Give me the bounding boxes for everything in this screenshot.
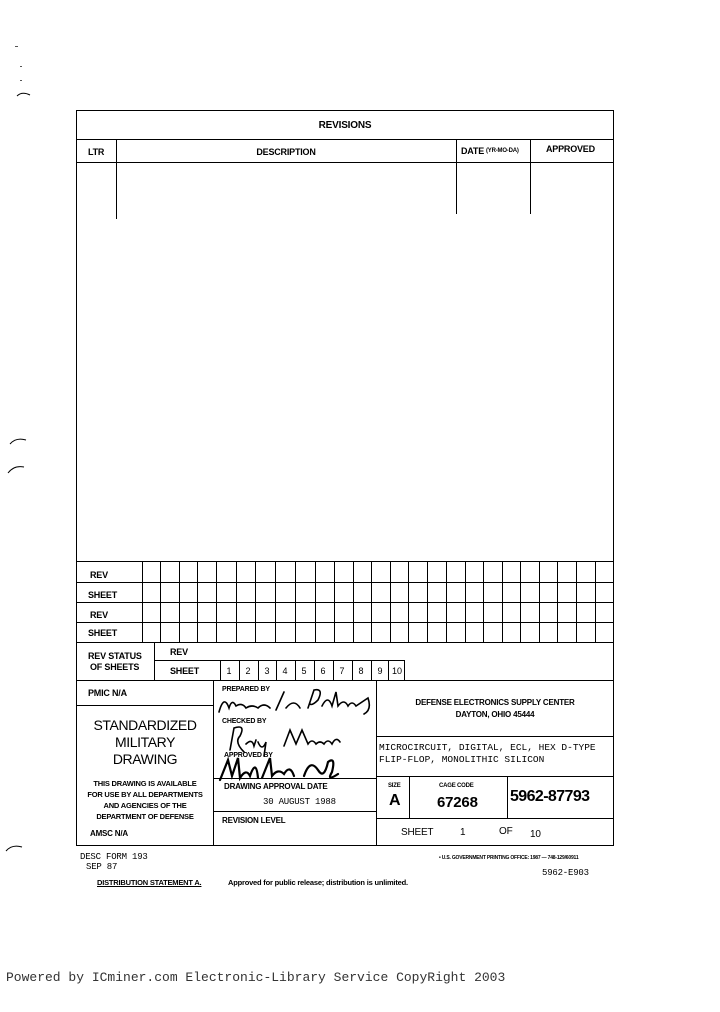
margin-mark xyxy=(15,46,18,47)
grid-column-rule xyxy=(595,562,596,642)
sheet-total: 10 xyxy=(530,829,541,840)
sheet-number-cell: 7 xyxy=(339,666,345,676)
grid-column-rule xyxy=(295,562,296,642)
margin-mark xyxy=(20,66,22,67)
rev-status-label: REV STATUS xyxy=(88,651,142,661)
rule xyxy=(76,162,614,163)
agency-name: DEFENSE ELECTRONICS SUPPLY CENTER xyxy=(415,698,575,707)
sheet-number-cell: 2 xyxy=(245,666,251,676)
rule xyxy=(530,139,531,214)
approved-by-label: APPROVED BY xyxy=(224,752,273,759)
rule xyxy=(376,736,614,737)
sheet-label: SHEET xyxy=(88,628,118,638)
rule xyxy=(76,582,614,583)
date-header: DATE xyxy=(461,146,485,156)
powered-by-banner: Powered by ICminer.com Electronic-Library Service CopyRight 2003 xyxy=(6,970,506,985)
grid-column-rule xyxy=(427,562,428,642)
distribution-statement-label: DISTRIBUTION STATEMENT A. xyxy=(97,878,202,887)
cage-code: 67268 xyxy=(437,794,478,811)
rule xyxy=(456,139,457,214)
description-line-1: MICROCIRCUIT, DIGITAL, ECL, HEX D-TYPE xyxy=(379,742,596,753)
rule xyxy=(76,642,614,643)
sheet-number-cell: 4 xyxy=(282,666,288,676)
standardized-title xyxy=(76,717,214,768)
avail-line-2: FOR USE BY ALL DEPARTMENTS xyxy=(87,790,203,799)
cage-code-label: CAGE CODE xyxy=(439,783,474,789)
grid-column-rule xyxy=(275,562,276,642)
approval-date: 30 AUGUST 1988 xyxy=(263,797,336,807)
sheet-label: SHEET xyxy=(88,590,118,600)
of-label: OF xyxy=(499,826,513,837)
margin-mark xyxy=(8,436,28,446)
status-sheet-label: SHEET xyxy=(170,666,200,676)
margin-mark xyxy=(20,80,22,81)
margin-mark xyxy=(16,90,32,98)
pmic-label: PMIC N/A xyxy=(88,688,127,698)
rule xyxy=(76,622,614,623)
form-number: DESC FORM 193 xyxy=(80,852,148,862)
grid-column-rule xyxy=(520,562,521,642)
revisions-title: REVISIONS xyxy=(318,120,372,131)
preparer-signature xyxy=(214,684,379,720)
sheet-number-cell: 5 xyxy=(301,666,307,676)
grid-column-rule xyxy=(315,562,316,642)
sheet-number-cell: 10 xyxy=(391,666,402,676)
grid-column-rule xyxy=(216,562,217,642)
revision-level-label: REVISION LEVEL xyxy=(222,816,286,825)
rule xyxy=(76,602,614,603)
sheet-number-cell: 6 xyxy=(320,666,326,676)
grid-column-rule xyxy=(142,562,143,642)
grid-column-rule xyxy=(236,562,237,642)
grid-column-rule xyxy=(502,562,503,642)
rule xyxy=(154,642,155,680)
distribution-statement-text: Approved for public release; distribution is unlimited. xyxy=(228,878,408,887)
grid-column-rule xyxy=(446,562,447,642)
grid-column-rule xyxy=(576,562,577,642)
grid-column-rule xyxy=(197,562,198,642)
sheet-number-cell: 3 xyxy=(264,666,270,676)
grid-column-rule xyxy=(465,562,466,642)
rule xyxy=(376,776,614,777)
grid-column-rule xyxy=(179,562,180,642)
grid-column-rule xyxy=(483,562,484,642)
approved-header: APPROVED xyxy=(546,144,595,154)
gpo-note: • U.S. GOVERNMENT PRINTING OFFICE: 1987 — 748-129/60911 xyxy=(439,855,579,861)
approval-date-label: DRAWING APPROVAL DATE xyxy=(224,782,328,791)
sheet-number: 1 xyxy=(460,827,466,838)
sheet-label: SHEET xyxy=(401,827,434,838)
grid-column-rule xyxy=(408,562,409,642)
sheet-number-cell: 8 xyxy=(358,666,364,676)
rule xyxy=(507,776,508,818)
size-label: SIZE xyxy=(388,783,401,789)
avail-line-1: THIS DRAWING IS AVAILABLE xyxy=(93,779,197,788)
sheet-number-cell: 9 xyxy=(377,666,383,676)
description-line-2: FLIP-FLOP, MONOLITHIC SILICON xyxy=(379,754,545,765)
availability-note xyxy=(76,778,214,822)
rule xyxy=(409,776,410,818)
prepared-by-label: PREPARED BY xyxy=(222,686,270,693)
rev-label: REV xyxy=(90,570,108,580)
rule xyxy=(76,139,614,140)
checked-by-label: CHECKED BY xyxy=(222,718,267,725)
of-sheets-label: OF SHEETS xyxy=(90,662,140,672)
document-code: 5962-E903 xyxy=(542,868,589,878)
date-format: (YR-MO-DA) xyxy=(486,148,519,154)
std-line-3: DRAWING xyxy=(112,751,178,767)
avail-line-4: DEPARTMENT OF DEFENSE xyxy=(96,812,194,821)
rule xyxy=(213,811,377,812)
form-date: SEP 87 xyxy=(86,862,118,872)
std-line-2: MILITARY xyxy=(114,734,176,750)
grid-column-rule xyxy=(557,562,558,642)
ltr-header: LTR xyxy=(88,147,105,157)
amsc-label: AMSC N/A xyxy=(90,829,128,838)
description-header: DESCRIPTION xyxy=(256,147,316,157)
agency-address: DAYTON, OHIO 45444 xyxy=(455,710,535,719)
grid-column-rule xyxy=(255,562,256,642)
grid-column-rule xyxy=(334,562,335,642)
std-line-1: STANDARDIZED xyxy=(93,717,197,733)
grid-column-rule xyxy=(371,562,372,642)
avail-line-3: AND AGENCIES OF THE xyxy=(103,801,187,810)
drawing-number: 5962-87793 xyxy=(510,788,590,805)
rule xyxy=(154,660,404,661)
rev-label: REV xyxy=(90,610,108,620)
status-rev-label: REV xyxy=(170,647,188,657)
sheet-number-cell: 1 xyxy=(226,666,232,676)
grid-column-rule xyxy=(539,562,540,642)
margin-mark xyxy=(4,843,24,853)
rule xyxy=(376,818,614,819)
revisions-frame xyxy=(76,110,614,562)
size-value: A xyxy=(389,792,401,809)
rule xyxy=(76,562,77,680)
approver-signature xyxy=(214,752,354,784)
grid-column-rule xyxy=(160,562,161,642)
rule xyxy=(613,562,614,682)
grid-column-rule xyxy=(390,562,391,642)
grid-column-rule xyxy=(353,562,354,642)
margin-mark xyxy=(6,464,26,474)
